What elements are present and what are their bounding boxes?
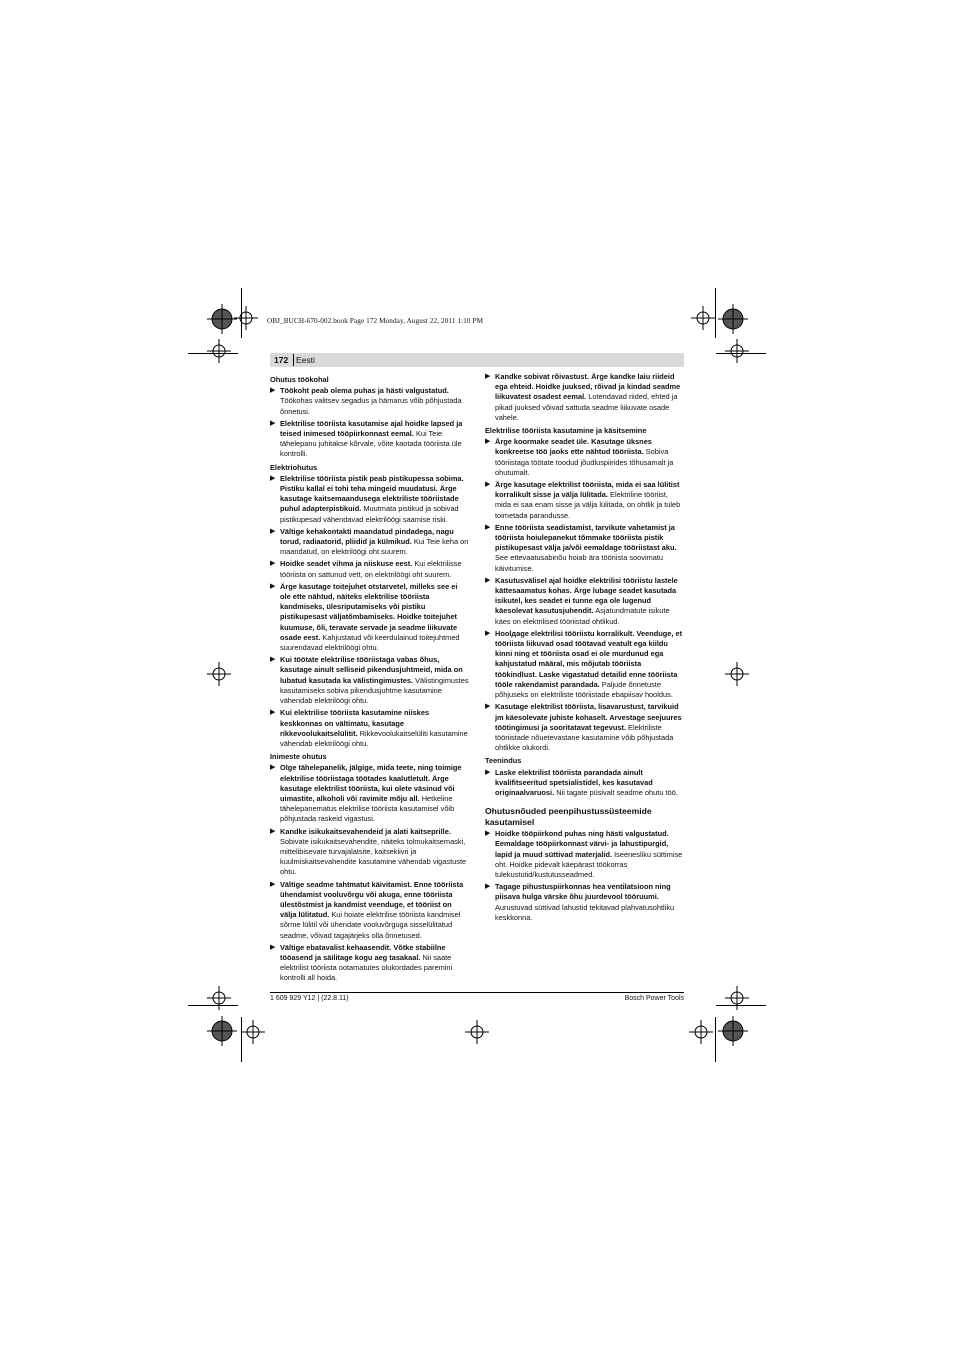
item-text: Välistingimustes kasutamiseks sobiva pikendusjuhtme kasutamine vähendab elektrilöögi ohtu. [280, 675, 469, 706]
crosshair-icon [241, 1020, 265, 1044]
item-text: Nii saate elektrilist tööriista ootamatutes olukordades paremini kontrolli all hoida. [280, 952, 453, 983]
item-emphasis: Tagage pihustuspiirkonnas hea ventilatsioon ning piisava hulga värske õhu juurdevool tööruumi. [495, 882, 671, 902]
item-emphasis: Elektrilise tööriista kasutamise ajal hoidke lapsed ja teised inimesed tööpiirkonnast eemal. [280, 418, 463, 439]
list-item [485, 629, 685, 700]
list-item [270, 708, 470, 749]
list-item [485, 882, 685, 923]
bullet-triangle-icon: ▶ [270, 656, 276, 664]
crosshair-icon [725, 986, 749, 1010]
item-emphasis: Ärge koormake seadet üle. Kasutage üksnes konkreetse töö jaoks ette nähtud tööriista. [495, 437, 652, 457]
section-heading: Ohutus töökohal [270, 375, 329, 384]
list-item [270, 827, 470, 878]
bullet-triangle-icon: ▶ [485, 438, 491, 446]
page-number: 172 [274, 355, 289, 365]
item-emphasis: Hoolдage elektrilisi tööriistu korralikult. Veenduge, et tööriista liikuvad osad töötavad veatult ega kiildu kinni ning et tööriista osad ei ole murdunud ega kahjustatud määral, mis mõjutab tööriista töökindlust. Laske vigastatud detailid enne tööriista tööle rakendamist parandada. [495, 628, 683, 689]
item-emphasis: Kasutage elektrilist tööriista, lisavarustust, tarvikuid jm käesolevate juhiste kohaselt. Arvestage seejuures töötingimusi ja sooritatavat tegevust. [495, 702, 682, 732]
item-text: Aurustuvad süttivad lahustid tekitavad plahvatusohtliku keskkonna. [495, 902, 675, 922]
item-emphasis: Kui elektrilise tööriista kasutamine niiskes keskkonnas on vältimatu, kasutage rikkevoolukaitselülitit. [280, 708, 430, 738]
item-text: Kui hoiate elektrilise tööriista kandmisel sõrme lülitil või ühendate vooluvõrguga sisselülitatud seadme, võivad tagajärjeks olla õnnetused. [280, 910, 461, 940]
right-column [485, 372, 685, 925]
header-divider [293, 354, 294, 366]
item-emphasis: Kasutusvälisel ajal hoidke elektrilisi tööriistu lastele kättesaamatus kohas. Ärge lubage seadet kasutada isikutel, kes seadet ei tunne ega ole lugenud käesolevat kasutusjuhendit. [495, 575, 678, 616]
item-emphasis: Elektrilise tööriista pistik peab pistikupessa sobima. Pistiku kallal ei tohi teha mingeid muudatusi. Ärge kasutage kaitsemaandusega elektriliste tööriistade puhul adapterpistikuid. [280, 473, 464, 514]
item-text: Elektriliste tööriistade nõuetevastane kasutamine võib põhjustada ohtlikke olukordi. [495, 722, 674, 753]
bullet-triangle-icon: ▶ [270, 387, 276, 395]
crosshair-icon [207, 986, 231, 1010]
footer-left: 1 609 929 Y12 | (22.8.11) [270, 995, 349, 1002]
footer-divider [270, 992, 684, 993]
list-item [270, 655, 470, 706]
list-item [270, 386, 470, 417]
crosshair-icon [234, 306, 258, 330]
list-item [485, 480, 685, 521]
crosshair-icon [725, 662, 749, 686]
item-text: Hetkeline tähelepanematus elektrilise tööriista kasutamisel võib põhjustada raskeid vigastusi. [280, 793, 455, 824]
bullet-triangle-icon: ▶ [485, 883, 491, 891]
item-emphasis: Hoidke tööpiirkond puhas ning hästi valgustatud. Eemaldage tööpiirkonnast värvi- ja lahustipurgid, lapid ja muud süttivad materjalid. [495, 829, 669, 859]
crosshair-icon [465, 1020, 489, 1044]
item-emphasis: Olge tähelepanelik, jälgige, mida teete, ning toimige elektrilise tööriistaga töötades kaalutletult. Ärge kasutage elektrilist tööriista, kui olete väsinud või uimastite, alkoholi või ravimite mõju all. [280, 763, 462, 803]
bullet-triangle-icon: ▶ [270, 419, 276, 427]
bullet-triangle-icon: ▶ [270, 527, 276, 535]
bullet-triangle-icon: ▶ [485, 768, 491, 776]
crosshair-icon [207, 662, 231, 686]
list-item [485, 702, 685, 753]
item-text: Lotendavad riided, ehted ja pikad juuksed võivad sattuda seadme liikuvate osade vahele. [495, 392, 678, 422]
item-emphasis: Ärge kasutage elektrilist tööriista, mida ei saa lülitist korralikult sisse ja välja lülitada. [495, 480, 680, 500]
crosshair-icon [207, 339, 231, 363]
item-emphasis: Vältige ebatavalist kehaasendit. Võtke stabiilne tööasend ja säilitage kogu aeg tasakaal. [280, 942, 446, 962]
list-item [485, 523, 685, 574]
list-item [485, 768, 685, 799]
bullet-triangle-icon: ▶ [270, 943, 276, 951]
item-text: Sobivate isikukaitsevahendite, näiteks tolmukaitsemaski, mittelibisevate turvajalatsite, kaitsekiivri ja kuulmiskaitsevahendite kasutamine vähendab vigastuste ohtu. [280, 836, 467, 877]
section-heading: Teenindus [485, 756, 522, 766]
item-text: Kui Teie tähelepanu juhitakse kõrvale, võite kaotada tööriista üle kontrolli. [280, 429, 462, 459]
page-language: Eesti [296, 355, 315, 365]
bullet-triangle-icon: ▶ [485, 373, 491, 380]
list-item [485, 576, 685, 627]
item-text: Sobiva tööriistaga töötate toodud jõudluspiirides tõhusamalt ja ohutumalt. [495, 447, 674, 477]
list-item [270, 880, 470, 941]
item-text: Nii tagate püsivalt seadme ohutu töö. [554, 787, 678, 797]
item-emphasis: Töökoht peab olema puhas ja hästi valgustatud. [280, 386, 449, 396]
item-text: See ettevaatusabinõu hoiab ära tööriista soovimatu käivitumise. [495, 553, 664, 573]
registration-mark-icon [207, 1016, 237, 1046]
item-text: Kui elektrilisse tööriista on sattunud vett, on elektrilöögi oht suurem. [280, 559, 462, 579]
item-text: Asjatundmatute isikute käes on elektrilised tööriistad ohtlikud. [495, 606, 670, 626]
registration-mark-icon [718, 1016, 748, 1046]
section-heading: Inimeste ohutus [270, 752, 327, 762]
item-text: Rikkevoolukaitselüliti kasutamine vähendab elektrilöögi ohtu. [280, 728, 468, 748]
item-emphasis: Kandke sobivat rõivastust. Ärge kandke laiu riideid ega ehteid. Hoidke juuksed, rõivad ja kindad seadme liikuvatest osadest eemal. [495, 372, 681, 402]
item-emphasis: Hoidke seadet vihma ja niiskuse eest. [280, 559, 413, 569]
list-item [485, 372, 685, 423]
item-text: Kui Teie keha on maandatud, on elektrilöögi oht suurem. [280, 537, 469, 557]
bullet-triangle-icon: ▶ [270, 764, 276, 772]
bullet-triangle-icon: ▶ [485, 481, 491, 489]
item-emphasis: Vältige kehakontakti maandatud pindadega, nagu torud, radiaatorid, pliidid ja külmikud. [280, 526, 454, 547]
section-heading: Elektriohutus [270, 462, 318, 472]
list-item [270, 474, 470, 525]
crosshair-icon [691, 306, 715, 330]
registration-mark-icon [207, 304, 237, 334]
bullet-triangle-icon: ▶ [485, 830, 491, 838]
item-text: Muutmata pistikud ja sobivad pistikupesad vähendavad elektrilöögi saamise riski. [280, 504, 459, 524]
section-heading: Elektrilise tööriista kasutamine ja käsitsemine [485, 426, 647, 436]
list-item [270, 419, 470, 460]
item-text: Iseenesliku süttimise oht. Hoidke pidevalt käepärast töökorras tulekustutid/kustutusseadmed. [495, 849, 683, 879]
bullet-triangle-icon: ▶ [485, 523, 491, 531]
bullet-triangle-icon: ▶ [270, 880, 276, 888]
list-item [270, 582, 470, 653]
list-item [485, 829, 685, 880]
left-column [270, 372, 470, 986]
list-item [270, 763, 470, 824]
list-item [270, 943, 470, 984]
bullet-triangle-icon: ▶ [270, 560, 276, 568]
bullet-triangle-icon: ▶ [485, 629, 491, 637]
section-heading: Ohutusnõuded peenpihustussüsteemide kasutamisel [485, 806, 652, 828]
item-emphasis: Kandke isikukaitsevahendeid ja alati kaitseprille. [280, 826, 451, 836]
crosshair-icon [689, 1020, 713, 1044]
item-emphasis: Enne tööriista seadistamist, tarvikute vahetamist ja tööriista hoiulepanekut tõmmake tööriista pistik pistikupesast välja ja/või eemaldage tööriistast aku. [495, 522, 677, 553]
crosshair-icon [725, 339, 749, 363]
item-text: Elektriline tööriist, mida ei saa enam sisse ja välja lülitada, on ohtlik ja tuleb toimetada parandusse. [495, 490, 681, 520]
bullet-triangle-icon: ▶ [270, 474, 276, 482]
item-text: Paljude õnnetuste põhjuseks on elektriliste tööriistade ebapiisav hooldus. [495, 679, 673, 700]
item-emphasis: Kui töötate elektrilise tööriistaga vabas õhus, kasutage ainult selliseid pikendusjuhtmeid, mida on lubatud kasutada ka välistingimustes. [280, 655, 463, 685]
bullet-triangle-icon: ▶ [485, 576, 491, 584]
bullet-triangle-icon: ▶ [485, 703, 491, 711]
item-emphasis: Vältige seadme tahtmatut käivitamist. Enne tööriista ühendamist vooluvõrgu või akuga, enne tööriista ülestõstmist ja kandmist veenduge, et tööriist on välja lülitatud. [280, 879, 464, 920]
list-item [485, 437, 685, 478]
bullet-triangle-icon: ▶ [270, 709, 276, 717]
list-item [270, 527, 470, 558]
bullet-triangle-icon: ▶ [270, 582, 276, 590]
print-slug: OBJ_BUCH-670-002.book Page 172 Monday, August 22, 2011 1:10 PM [267, 317, 484, 325]
footer-right: Bosch Power Tools [624, 995, 684, 1002]
list-item [270, 559, 470, 579]
item-emphasis: Laske elektrilist tööriista parandada ainult kvalifitseeritud spetsialistidel, kes kasutavad originaalvaruosi. [495, 767, 653, 797]
bullet-triangle-icon: ▶ [270, 827, 276, 835]
header-bar [270, 353, 684, 367]
item-emphasis: Ärge kasutage toitejuhet otstarvetel, milleks see ei ole ette nähtud, näiteks elektrilise tööriista kandmiseks, ülesriputamiseks või pistiku pistikupesast väljatõmbamiseks. Hoidke toitejuhet kuumuse, õli, teravate servade ja seadme liikuvate osade eest. [280, 581, 458, 642]
registration-mark-icon [718, 304, 748, 334]
item-text: Kahjustatud või keerdulainud toitejuhtmed suurendavad elektrilöögi ohtu. [280, 632, 460, 653]
item-text: Töökohas valitsev segadus ja hämarus võib põhjustada õnnetusi. [280, 396, 462, 416]
